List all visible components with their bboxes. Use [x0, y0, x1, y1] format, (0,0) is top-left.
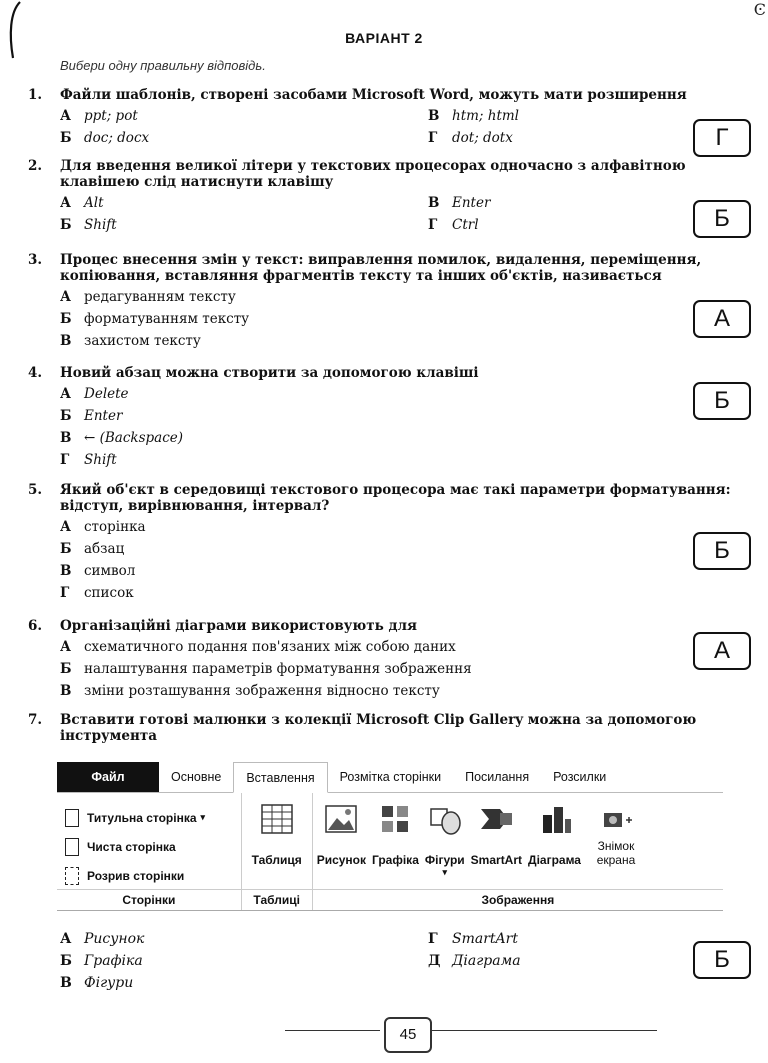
shapes-icon — [427, 801, 463, 837]
answer-box-6[interactable]: А — [693, 632, 751, 670]
screenshot-icon — [598, 801, 634, 837]
question-text: Для введення великої літери у текстових процесорах одночасно з алфавітною клавішею слід натиснути клавішу — [60, 158, 686, 190]
answer-box-5[interactable]: Б — [693, 532, 751, 570]
illustrations-group — [313, 793, 723, 910]
table-button[interactable]: Таблиця — [242, 793, 312, 867]
tab-file[interactable]: Файл — [57, 762, 159, 792]
answer-box-1[interactable]: Г — [693, 119, 751, 157]
tab-page-layout[interactable]: Розмітка сторінки — [339, 770, 442, 784]
option-b[interactable]: Б форматуванням тексту — [60, 311, 250, 327]
illustrations-group-label: Зображення — [313, 889, 723, 910]
answer-box-2[interactable]: Б — [693, 200, 751, 238]
option-a[interactable]: А Delete — [60, 386, 129, 402]
option-b[interactable]: Б налаштування параметрів форматування зображення — [60, 661, 472, 677]
instruction: Вибери одну правильну відповідь. — [60, 58, 266, 73]
smartart-button[interactable]: SmartArt — [471, 793, 522, 878]
smartart-icon — [478, 801, 514, 837]
picture-button[interactable]: Рисунок — [317, 793, 366, 878]
option-v[interactable]: В захистом тексту — [60, 333, 201, 349]
option-a[interactable]: А ppt; pot — [60, 108, 138, 124]
answer-box-4[interactable]: Б — [693, 382, 751, 420]
option-v[interactable]: В Фігури — [60, 975, 134, 991]
question-4 — [28, 365, 753, 471]
cover-page-button[interactable]: Титульна сторінка ▾ — [65, 803, 241, 832]
option-a[interactable]: А Рисунок — [60, 931, 145, 947]
question-text: Файли шаблонів, створені засобами Microsoft Word, можуть мати розширення — [60, 87, 687, 103]
question-5 — [28, 482, 753, 604]
question-number: 1. — [28, 87, 43, 103]
question-text: Процес внесення змін у текст: виправлення помилок, видалення, переміщення, копіювання, вставляння фрагментів тексту та інших об'єктів, називається — [60, 252, 702, 284]
screenshot-button[interactable]: Знімок екрана — [587, 793, 645, 878]
question-number: 7. — [28, 712, 43, 728]
question-text: Організаційні діаграми використовують для — [60, 618, 417, 634]
option-b[interactable]: Б Графіка — [60, 953, 143, 969]
option-b[interactable]: Б Shift — [60, 217, 117, 233]
page-break-button[interactable]: Розрив сторінки — [65, 861, 241, 890]
option-b[interactable]: Б абзац — [60, 541, 125, 557]
tab-home[interactable]: Основне — [171, 770, 222, 784]
option-g[interactable]: Г Shift — [60, 452, 117, 468]
option-d[interactable]: Д Діаграма — [428, 953, 521, 969]
question-number: 5. — [28, 482, 43, 498]
question-7-options — [60, 928, 620, 994]
question-number: 2. — [28, 158, 43, 174]
page-number: 45 — [384, 1017, 432, 1053]
blank-page-button[interactable]: Чиста сторінка — [65, 832, 241, 861]
tables-group — [242, 793, 313, 910]
table-icon — [259, 801, 295, 837]
question-text: Вставити готові малюнки з колекції Microsoft Clip Gallery можна за допомогою інструмента — [60, 712, 697, 744]
blank-page-icon — [65, 838, 79, 856]
option-b[interactable]: Б doc; docx — [60, 130, 150, 146]
picture-icon — [323, 801, 359, 837]
footer-line-left — [285, 1030, 380, 1031]
ribbon-tabs — [57, 762, 723, 793]
option-v[interactable]: В зміни розташування зображення відносно тексту — [60, 683, 440, 699]
tab-mailings[interactable]: Розсилки — [553, 770, 607, 784]
clip-art-button[interactable]: Графіка — [372, 793, 419, 878]
option-a[interactable]: А схематичного подання пов'язаних між собою даних — [60, 639, 456, 655]
answer-box-7[interactable]: Б — [693, 941, 751, 979]
question-1 — [28, 87, 753, 149]
option-v[interactable]: В ← (Backspace) — [60, 430, 184, 446]
option-v[interactable]: В Enter — [428, 195, 491, 211]
option-a[interactable]: А сторінка — [60, 519, 146, 535]
option-g[interactable]: Г dot; dotx — [428, 130, 513, 146]
page-break-icon — [65, 867, 79, 885]
pages-group — [57, 793, 242, 910]
question-number: 4. — [28, 365, 43, 381]
tables-group-label: Таблиці — [242, 889, 312, 910]
question-3 — [28, 252, 753, 352]
option-v[interactable]: В символ — [60, 563, 136, 579]
tab-references[interactable]: Посилання — [465, 770, 530, 784]
question-7 — [28, 712, 753, 744]
chart-button[interactable]: Діаграма — [528, 793, 581, 878]
chart-icon — [537, 801, 573, 837]
page-title: ВАРІАНТ 2 — [345, 30, 423, 46]
question-number: 6. — [28, 618, 43, 634]
pages-group-label: Сторінки — [57, 889, 241, 910]
option-a[interactable]: А редагуванням тексту — [60, 289, 236, 305]
tab-insert[interactable]: Вставлення — [233, 762, 327, 793]
footer-line-right — [432, 1030, 657, 1031]
option-b[interactable]: Б Enter — [60, 408, 123, 424]
option-a[interactable]: А Alt — [60, 195, 104, 211]
question-6 — [28, 618, 753, 702]
word-ribbon — [57, 762, 723, 911]
question-number: 3. — [28, 252, 43, 268]
question-text: Який об'єкт в середовищі текстового процесора має такі параметри форматування: відступ, вирівнювання, інтервал? — [60, 482, 731, 514]
answer-box-3[interactable]: А — [693, 300, 751, 338]
option-v[interactable]: В htm; html — [428, 108, 519, 124]
corner-mark: Ͼ — [753, 0, 766, 19]
clip-art-icon — [377, 801, 413, 837]
option-g[interactable]: Г SmartArt — [428, 931, 518, 947]
option-g[interactable]: Г Ctrl — [428, 217, 479, 233]
question-text: Новий абзац можна створити за допомогою клавіші — [60, 365, 479, 381]
option-g[interactable]: Г список — [60, 585, 134, 601]
question-2 — [28, 158, 753, 236]
shapes-button[interactable]: Фігури ▾ — [425, 793, 465, 878]
cover-page-icon — [65, 809, 79, 827]
